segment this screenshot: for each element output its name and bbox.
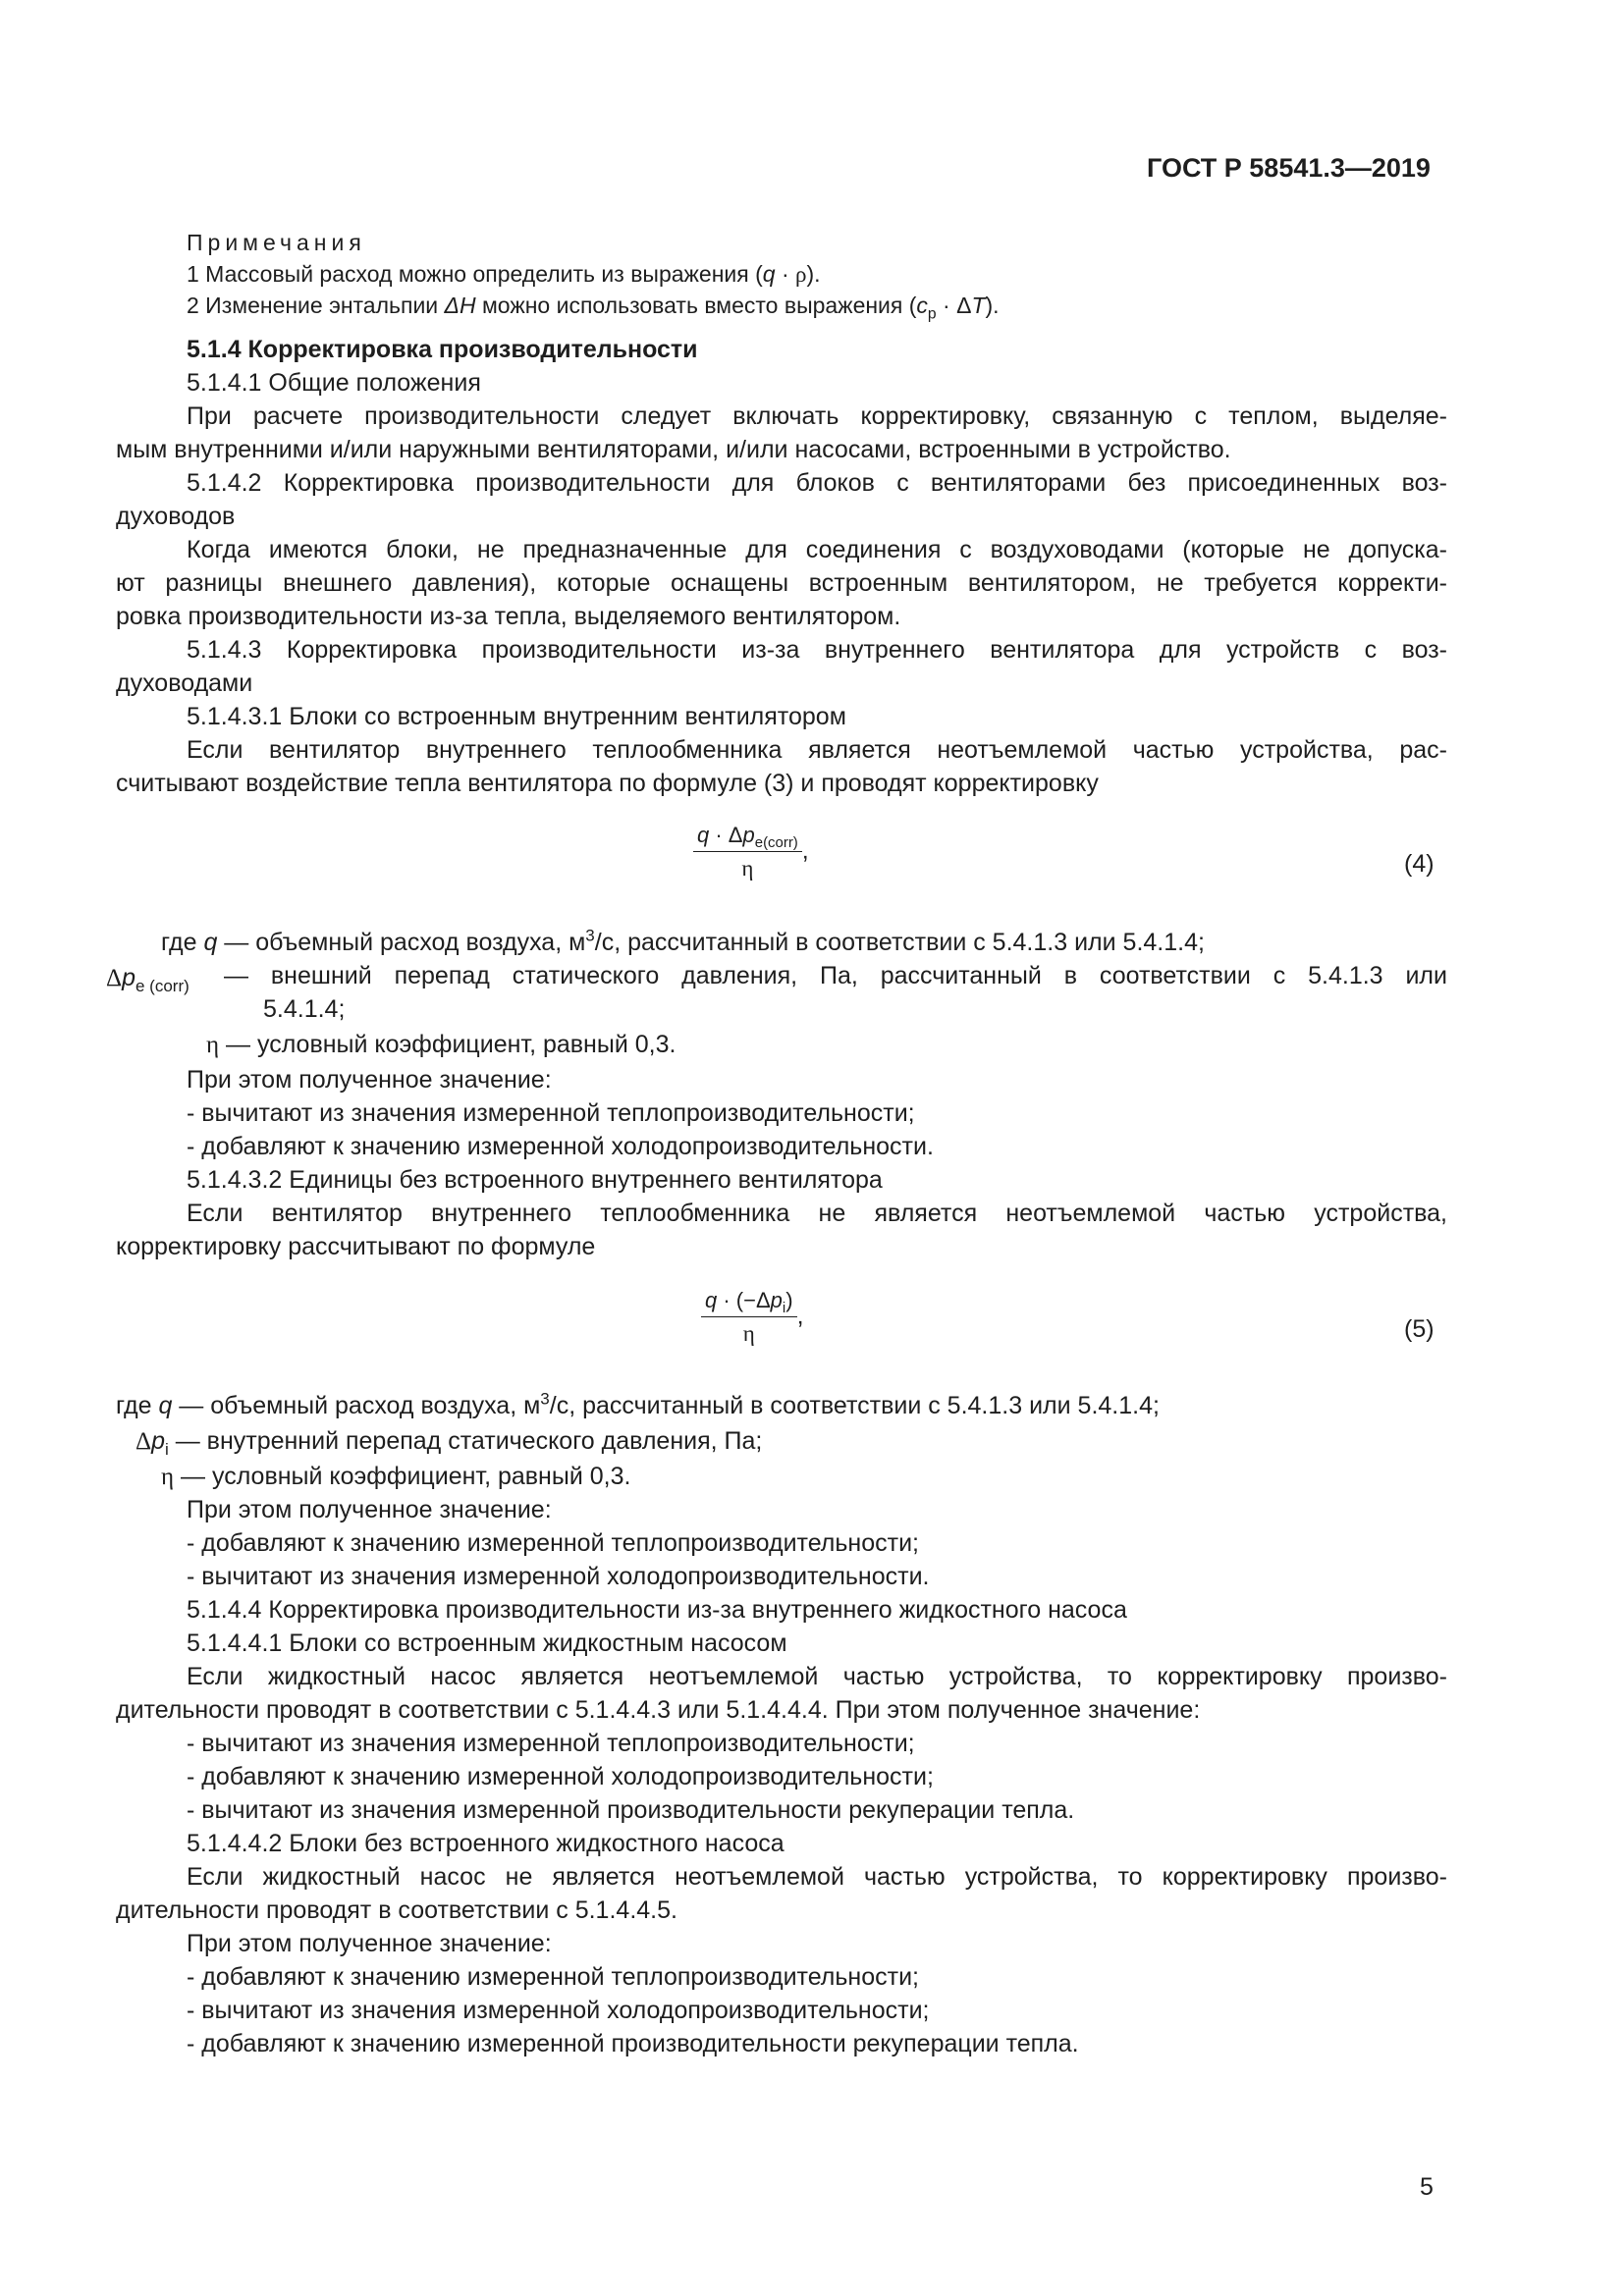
subsection-5-1-4-4-1-title: 5.1.4.4.1 Блоки со встроенным жидкостным насосом [187, 1629, 787, 1657]
paragraph-line: дительности проводят в соответствии с 5.1.4.4.3 или 5.1.4.4.4. При этом полученное значение: [116, 1696, 1201, 1724]
paragraph-line: считывают воздействие тепла вентилятора по формуле (3) и проводят корректировку [116, 770, 1099, 797]
equation-number-4: (4) [1404, 850, 1435, 878]
result-item: - добавляют к значению измеренной холодопроизводительности; [187, 1763, 934, 1790]
paragraph-line: корректировку рассчитывают по формуле [116, 1233, 596, 1260]
subsection-5-1-4-2-title: 5.1.4.2 Корректировка производительности для блоков с вентиляторами без присоединенных воз- [187, 469, 1447, 497]
paragraph-line: ют разницы внешнего давления), которые оснащены встроенным вентилятором, не требуется корректи- [116, 569, 1447, 597]
paragraph-line: дительности проводят в соответствии с 5.1.4.4.5. [116, 1896, 677, 1924]
section-heading-5-1-4: 5.1.4 Корректировка производительности [187, 336, 698, 363]
result-item: - вычитают из значения измеренной холодопроизводительности; [187, 1997, 930, 2024]
subsection-5-1-4-4-title: 5.1.4.4 Корректировка производительности из-за внутреннего жидкостного насоса [187, 1596, 1127, 1624]
subsection-5-1-4-3-2-title: 5.1.4.3.2 Единицы без встроенного внутреннего вентилятора [187, 1166, 883, 1194]
subsection-5-1-4-3-1-title: 5.1.4.3.1 Блоки со встроенным внутренним вентилятором [187, 703, 846, 730]
document-code-header: ГОСТ Р 58541.3—2019 [1147, 153, 1431, 183]
result-item: - добавляют к значению измеренной холодопроизводительности. [187, 1133, 934, 1160]
result-item: - вычитают из значения измеренной холодопроизводительности. [187, 1563, 930, 1590]
result-intro: При этом полученное значение: [187, 1930, 552, 1957]
note-2: 2 Изменение энтальпии ΔH можно использовать вместо выражения $(c_p \cdot \Delta T)$. [187, 293, 1000, 323]
formula-4-fraction: $\frac{q \cdot \Delta p_{e(corr)}}{\eta}$ [693, 823, 802, 881]
where-eta-definition: η — условный коэффициент, равный 0,3. [206, 1031, 677, 1058]
result-item: - вычитают из значения измеренной производительности рекуперации тепла. [187, 1796, 1075, 1824]
paragraph-line: Если жидкостный насос не является неотъемлемой частью устройства, то корректировку произво- [187, 1863, 1447, 1891]
subsection-5-1-4-3-title: 5.1.4.3 Корректировка производительности из-за внутреннего вентилятора для устройств с воз- [187, 636, 1447, 664]
page-number: 5 [1420, 2173, 1434, 2201]
paragraph-line: Если жидкостный насос является неотъемлемой частью устройства, то корректировку произво- [187, 1663, 1447, 1690]
result-item: - вычитают из значения измеренной теплопроизводительности; [187, 1099, 915, 1127]
formula-5: $\frac{q \cdot (-\Delta p_i)}{\eta}$ , [701, 1288, 804, 1347]
paragraph-line: ровка производительности из-за тепла, выделяемого вентилятором. [116, 603, 901, 630]
paragraph-line: мым внутренними и/или наружными вентиляторами, и/или насосами, встроенными в устройство. [116, 436, 1231, 463]
result-item: - добавляют к значению измеренной производительности рекуперации тепла. [187, 2030, 1079, 2057]
paragraph-line: При расчете производительности следует включать корректировку, связанную с теплом, выделяе- [187, 402, 1447, 430]
subsection-5-1-4-1-title: 5.1.4.1 Общие положения [187, 369, 481, 397]
result-item: - добавляют к значению измеренной теплопроизводительности; [187, 1529, 919, 1557]
paragraph-line: духоводов [116, 503, 236, 530]
paragraph-line: Если вентилятор внутреннего теплообменника является неотъемлемой частью устройства, рас- [187, 736, 1447, 764]
where-dpe-definition: — внешний перепад статического давления, Па, рассчитанный в соответствии с 5.4.1.3 или [224, 962, 1447, 989]
where-eta-definition: η — условный коэффициент, равный 0,3. [161, 1463, 631, 1490]
subsection-5-1-4-4-2-title: 5.1.4.4.2 Блоки без встроенного жидкостного насоса [187, 1830, 785, 1857]
formula-5-fraction: $\frac{q \cdot (-\Delta p_i)}{\eta}$ [701, 1288, 797, 1347]
equation-number-5: (5) [1404, 1315, 1435, 1343]
where-dpi-definition: $\Delta p_i$ — внутренний перепад статического давления, Па; [135, 1427, 763, 1459]
where-q-definition: где q — объемный расход воздуха, $м^3/с$, рассчитанный в соответствии с 5.4.1.3 или 5.4.1.4; [116, 1389, 1160, 1419]
paragraph-line: Когда имеются блоки, не предназначенные для соединения с воздуховодами (которые не допуска- [187, 536, 1447, 563]
result-intro: При этом полученное значение: [187, 1066, 552, 1094]
result-item: - вычитают из значения измеренной теплопроизводительности; [187, 1730, 915, 1757]
notes-title: Примечания [187, 230, 366, 255]
where-dpe-symbol: $\Delta p_{e (corr)}$ [106, 964, 189, 995]
where-dpe-definition-cont: 5.4.1.4; [263, 995, 346, 1023]
formula-4: $\frac{q \cdot \Delta p_{e(corr)}}{\eta}$ , [693, 823, 809, 881]
paragraph-line: духоводами [116, 669, 253, 697]
where-q-definition: где q — объемный расход воздуха, $м^3/с$, рассчитанный в соответствии с 5.4.1.3 или 5.4.1.4; [161, 926, 1205, 956]
note-1: 1 Массовый расход можно определить из выражения (q · ρ). [187, 261, 821, 287]
result-intro: При этом полученное значение: [187, 1496, 552, 1523]
paragraph-line: Если вентилятор внутреннего теплообменника не является неотъемлемой частью устройства, [187, 1200, 1447, 1227]
result-item: - добавляют к значению измеренной теплопроизводительности; [187, 1963, 919, 1991]
